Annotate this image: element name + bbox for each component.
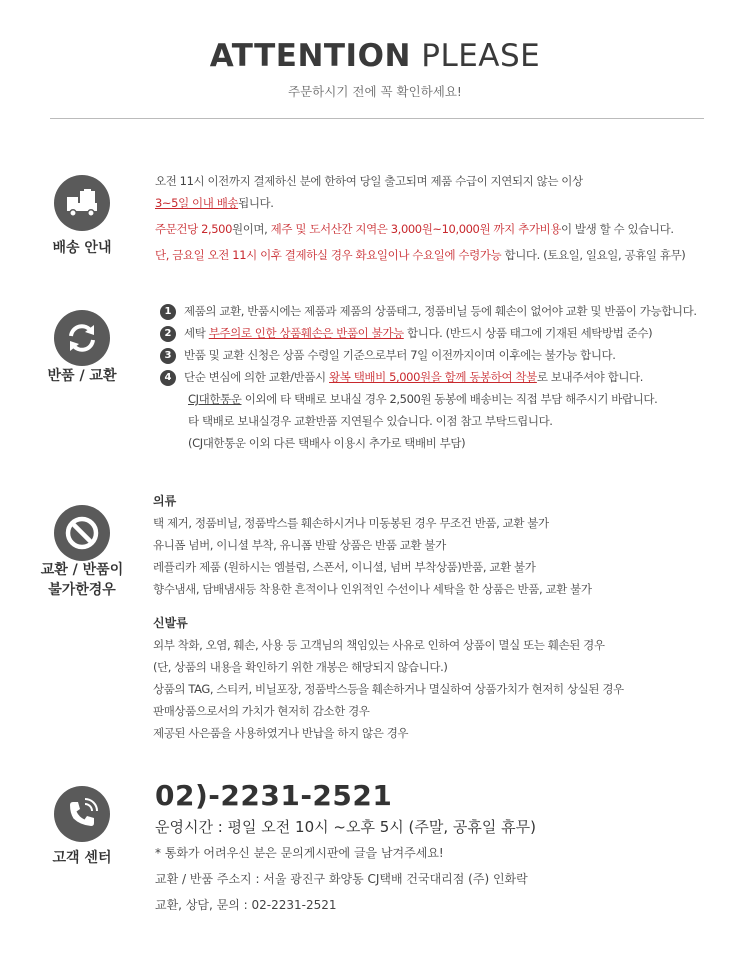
prohibited-icon [54, 505, 110, 561]
shoes-line: 제공된 사은품을 사용하였거나 반납을 하지 않은 경우 [153, 726, 409, 740]
shoes-line: (단, 상품의 내용을 확인하기 위한 개봉은 해당되지 않습니다.) [153, 660, 448, 674]
returns-item-3: 3 반품 및 교환 신청은 상품 수령일 기준으로부터 7일 이전까지이며 이후에는 불가능 합니다. [160, 344, 697, 366]
delivery-line-1: 오전 11시 이전까지 결제하신 분에 한하여 당일 출고되며 제품 수급이 지연되지 않는 이상 [155, 174, 583, 188]
page-subtitle: 주문하시기 전에 꼭 확인하세요! [288, 84, 462, 99]
returns-extra-3: (CJ대한통운 이외 다른 택배사 이용시 추가로 택배비 부담) [188, 436, 466, 450]
header [0, 38, 750, 100]
returns-item-2: 2 세탁 부주의로 인한 상품훼손은 반품이 불가능 합니다. (반드시 상품 태그에 기재된 세탁방법 준수) [160, 322, 697, 344]
returns-extra-1: CJ대한통운 이외에 타 택배로 보내실 경우 2,500원 동봉에 배송비는 직접 부담 해주시기 바랍니다. [188, 392, 658, 406]
cs-note: * 통화가 어려우신 분은 문의게시판에 글을 남겨주세요! [155, 846, 444, 860]
title-bold: ATTENTION [209, 38, 411, 74]
returns-item-4: 4 단순 변심에 의한 교환/반품시 왕복 택배비 5,000원을 함께 동봉하여 착불로 보내주셔야 합니다. [160, 366, 697, 388]
cs-address: 교환 / 반품 주소지 : 서울 광진구 화양동 CJ택배 건국대리점 (주) 인화락 [155, 872, 528, 886]
cs-hours: 운영시간 : 평일 오전 10시 ~오후 5시 (주말, 공휴일 휴무) [155, 818, 536, 836]
cs-phone: 02)-2231-2521 [155, 779, 393, 812]
category-clothing: 의류 [153, 494, 177, 508]
phone-icon [54, 786, 110, 842]
delivery-truck-icon [54, 175, 110, 231]
delivery-label: 배송 안내 [52, 240, 112, 256]
delivery-line-2: 3~5일 이내 배송됩니다. [155, 196, 274, 210]
cs-label: 고객 센터 [52, 850, 112, 866]
title-light: PLEASE [421, 38, 541, 74]
delivery-line-4: 단, 금요일 오전 11시 이후 결제하실 경우 화요일이나 수요일에 수령가능 합니다. (토요일, 일요일, 공휴일 휴무) [155, 248, 686, 262]
shoes-line: 판매상품으로서의 가치가 현저히 감소한 경우 [153, 704, 370, 718]
returns-extra-2: 타 택배로 보내실경우 교환반품 지연될수 있습니다. 이점 참고 부탁드립니다. [188, 414, 553, 428]
clothing-line: 레플리카 제품 (원하시는 엠블럼, 스폰서, 이니셜, 넘버 부착상품)반품, 교환 불가 [153, 560, 536, 574]
page-title [0, 38, 750, 74]
delivery-line-3: 주문건당 2,500원이며, 제주 및 도서산간 지역은 3,000원~10,000원 까지 추가비용이 발생 할 수 있습니다. [155, 222, 674, 236]
clothing-line: 택 제거, 정품비닐, 정품박스를 훼손하시거나 미동봉된 경우 무조건 반품, 교환 불가 [153, 516, 549, 530]
header-divider [50, 118, 704, 119]
returns-item-1: 1 제품의 교환, 반품시에는 제품과 제품의 상품태그, 정품비닐 등에 훼손이 없어야 교환 및 반품이 가능합니다. [160, 300, 697, 322]
category-shoes: 신발류 [153, 616, 188, 630]
clothing-line: 향수냄새, 담배냄새등 착용한 흔적이나 인위적인 수선이나 세탁을 한 상품은 반품, 교환 불가 [153, 582, 592, 596]
refresh-icon [54, 310, 110, 366]
returns-label: 반품 / 교환 [47, 368, 117, 384]
noexchange-label: 교환 / 반품이 불가한경우 [40, 562, 124, 598]
shoes-line: 상품의 TAG, 스티커, 비닐포장, 정품박스등을 훼손하거나 멸실하여 상품가치가 현저히 상실된 경우 [153, 682, 624, 696]
clothing-line: 유니폼 넘버, 이니셜 부착, 유니폼 반팔 상품은 반품 교환 불가 [153, 538, 446, 552]
cs-contact: 교환, 상담, 문의 : 02-2231-2521 [155, 898, 337, 912]
shoes-line: 외부 착화, 오염, 훼손, 사용 등 고객님의 책임있는 사유로 인하여 상품이 멸실 또는 훼손된 경우 [153, 638, 605, 652]
